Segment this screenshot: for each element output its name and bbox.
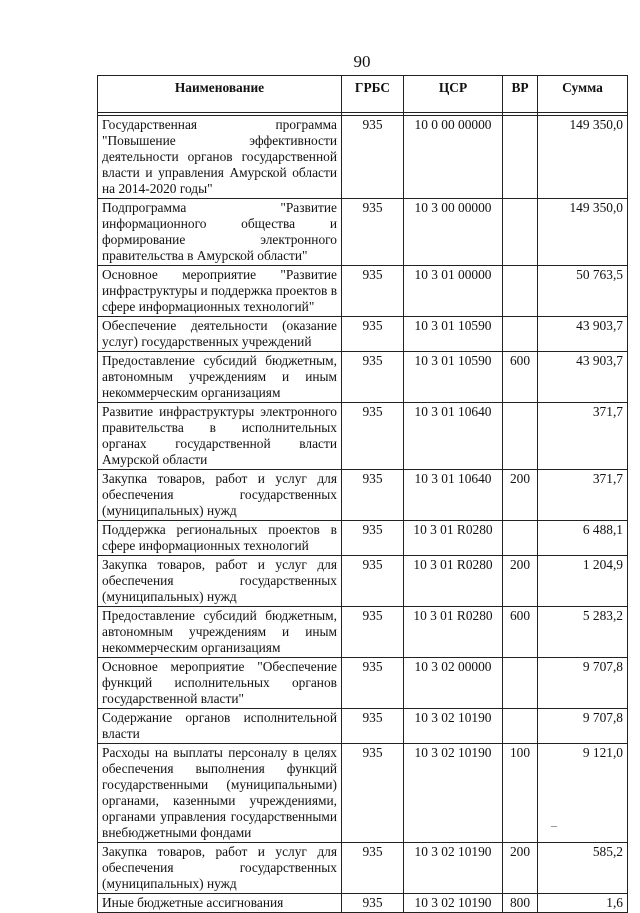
table-row	[98, 709, 628, 744]
cell-sum: 50 763,5	[538, 266, 628, 317]
cell-csr: 10 3 00 00000	[404, 199, 503, 266]
header-csr: ЦСР	[404, 76, 503, 113]
cell-vr: 200	[503, 556, 538, 607]
cell-grbs: 935	[342, 266, 404, 317]
header-grbs: ГРБС	[342, 76, 404, 113]
cell-sum: 9 707,8	[538, 709, 628, 744]
header-sum: Сумма	[538, 76, 628, 113]
page-number: 90	[353, 52, 371, 71]
cell-sum: 371,7	[538, 470, 628, 521]
table-body	[98, 113, 628, 913]
cell-vr	[503, 266, 538, 317]
cell-csr: 10 3 02 10190	[404, 843, 503, 894]
cell-name: Развитие инфраструктуры электронного правительства в исполнительных органах государственной власти Амурской области	[98, 403, 342, 470]
cell-grbs: 935	[342, 843, 404, 894]
header-vr: ВР	[503, 76, 538, 113]
table-row	[98, 352, 628, 403]
cell-csr: 10 3 02 10190	[404, 744, 503, 843]
cell-csr: 10 0 00 00000	[404, 116, 503, 199]
cell-grbs: 935	[342, 317, 404, 352]
budget-table	[97, 75, 628, 913]
cell-vr: 100	[503, 744, 538, 843]
cell-grbs: 935	[342, 744, 404, 843]
cell-vr	[503, 199, 538, 266]
cell-name: Поддержка региональных проектов в сфере информационных технологий	[98, 521, 342, 556]
cell-sum: 9 707,8	[538, 658, 628, 709]
header-name: Наименование	[98, 76, 342, 113]
cell-name: Предоставление субсидий бюджетным, автономным учреждениям и иным некоммерческим организациям	[98, 352, 342, 403]
table-row	[98, 470, 628, 521]
table-row	[98, 116, 628, 199]
cell-vr: 200	[503, 843, 538, 894]
table-row	[98, 521, 628, 556]
cell-vr: 800	[503, 894, 538, 913]
cell-sum: 5 283,2	[538, 607, 628, 658]
cell-name: Основное мероприятие "Развитие инфраструктуры и поддержка проектов в сфере информационных технологий"	[98, 266, 342, 317]
cell-vr: 600	[503, 607, 538, 658]
cell-sum: 149 350,0	[538, 199, 628, 266]
table-header-row	[98, 76, 628, 113]
cell-sum: 371,7	[538, 403, 628, 470]
cell-name: Основное мероприятие "Обеспечение функций исполнительных органов государственной власти"	[98, 658, 342, 709]
cell-grbs: 935	[342, 403, 404, 470]
cell-grbs: 935	[342, 470, 404, 521]
cell-csr: 10 3 02 00000	[404, 658, 503, 709]
cell-vr	[503, 403, 538, 470]
cell-name: Предоставление субсидий бюджетным, автономным учреждениям и иным некоммерческим организациям	[98, 607, 342, 658]
cell-vr: 600	[503, 352, 538, 403]
cell-grbs: 935	[342, 556, 404, 607]
cell-sum: 1 204,9	[538, 556, 628, 607]
cell-name: Содержание органов исполнительной власти	[98, 709, 342, 744]
table-row	[98, 403, 628, 470]
cell-grbs: 935	[342, 521, 404, 556]
cell-name: Обеспечение деятельности (оказание услуг) государственных учреждений	[98, 317, 342, 352]
table-row	[98, 556, 628, 607]
table-row	[98, 843, 628, 894]
cell-name: Закупка товаров, работ и услуг для обеспечения государственных (муниципальных) нужд	[98, 843, 342, 894]
cell-grbs: 935	[342, 658, 404, 709]
cell-csr: 10 3 02 10190	[404, 894, 503, 913]
cell-name: Расходы на выплаты персоналу в целях обеспечения выполнения функций государственными (муниципальными) органами, казенными учреждениями, органами управления государственными внебюджетными фондами	[98, 744, 342, 843]
cell-sum: 1,6	[538, 894, 628, 913]
table-row	[98, 199, 628, 266]
cell-csr: 10 3 01 R0280	[404, 607, 503, 658]
cell-grbs: 935	[342, 352, 404, 403]
cell-vr: 200	[503, 470, 538, 521]
cell-csr: 10 3 01 10590	[404, 317, 503, 352]
table-row	[98, 607, 628, 658]
cell-vr	[503, 709, 538, 744]
cell-csr: 10 3 01 00000	[404, 266, 503, 317]
cell-sum: 43 903,7	[538, 352, 628, 403]
cell-csr: 10 3 01 10640	[404, 470, 503, 521]
cell-sum: 6 488,1	[538, 521, 628, 556]
scan-artifact	[551, 826, 557, 827]
cell-grbs: 935	[342, 607, 404, 658]
table-row	[98, 266, 628, 317]
cell-grbs: 935	[342, 709, 404, 744]
table-row	[98, 317, 628, 352]
cell-name: Иные бюджетные ассигнования	[98, 894, 342, 913]
cell-csr: 10 3 02 10190	[404, 709, 503, 744]
cell-sum: 9 121,0	[538, 744, 628, 843]
cell-name: Закупка товаров, работ и услуг для обеспечения государственных (муниципальных) нужд	[98, 470, 342, 521]
cell-csr: 10 3 01 10640	[404, 403, 503, 470]
table-row	[98, 658, 628, 709]
cell-grbs: 935	[342, 199, 404, 266]
cell-sum: 43 903,7	[538, 317, 628, 352]
cell-vr	[503, 658, 538, 709]
cell-csr: 10 3 01 R0280	[404, 556, 503, 607]
cell-vr	[503, 116, 538, 199]
table-row	[98, 894, 628, 913]
cell-vr	[503, 521, 538, 556]
cell-csr: 10 3 01 R0280	[404, 521, 503, 556]
cell-name: Подпрограмма "Развитие информационного общества и формирование электронного правительства в Амурской области"	[98, 199, 342, 266]
cell-name: Государственная программа "Повышение эффективности деятельности органов государственной власти и управления Амурской области на 2014-2020 годы"	[98, 116, 342, 199]
cell-sum: 585,2	[538, 843, 628, 894]
cell-grbs: 935	[342, 894, 404, 913]
cell-name: Закупка товаров, работ и услуг для обеспечения государственных (муниципальных) нужд	[98, 556, 342, 607]
cell-vr	[503, 317, 538, 352]
table-row	[98, 744, 628, 843]
cell-grbs: 935	[342, 116, 404, 199]
cell-sum: 149 350,0	[538, 116, 628, 199]
cell-csr: 10 3 01 10590	[404, 352, 503, 403]
